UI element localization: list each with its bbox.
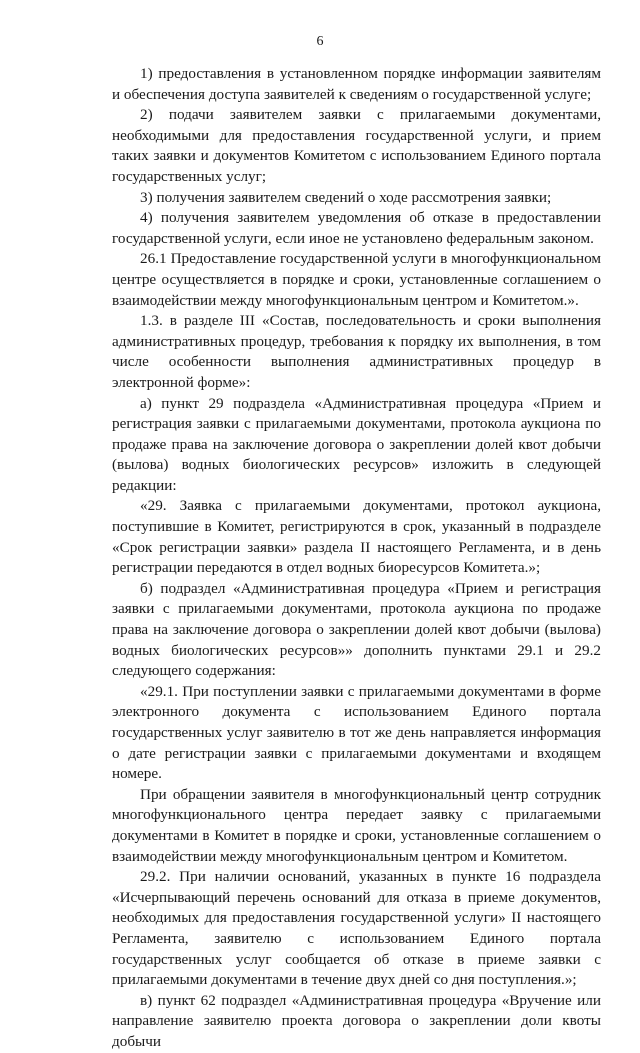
paragraph-item-2: 2) подачи заявителем заявки с прилагаемыми документами, необходимыми для предоставления государственной услуги, и прием таких заявки и документов Комитетом с использованием Единого портала государственных услуг; xyxy=(112,106,601,185)
paragraph-a: а) пункт 29 подраздела «Административная процедура «Прием и регистрация заявки с прилагаемыми документами, протокола аукциона по продаже права на заключение договора о закреплении долей квот добычи (вылова) водных биологических ресурсов» изложить в следующей редакции: xyxy=(112,394,601,494)
page-number: 6 xyxy=(316,34,324,49)
paragraph-item-4: 4) получения заявителем уведомления об отказе в предоставлении государственной услуги, если иное не установлено федеральным законом. xyxy=(112,209,601,247)
paragraph-item-1: 1) предоставления в установленном порядке информации заявителям и обеспечения доступа заявителей к сведениям о государственной услуге; xyxy=(112,65,601,103)
paragraph-29-1: «29.1. При поступлении заявки с прилагаемыми документами в форме электронного документа с использованием Единого портала государственных услуг заявителю в тот же день направляется информация о дате регистрации заявки с прилагаемыми документами и входящем номере. xyxy=(112,682,601,783)
paragraph-mfc: При обращении заявителя в многофункциональный центр сотрудник многофункционального центра передает заявку с прилагаемыми документами в Комитет в порядке и сроки, установленные соглашением о взаимодействии между многофункциональным центром и Комитетом. xyxy=(112,785,601,865)
paragraph-29: «29. Заявка с прилагаемыми документами, протокол аукциона, поступившие в Комитет, регистрируются в срок, указанный в подразделе «Срок регистрации заявки» раздела II настоящего Регламента, и в день регистрации передаются в отдел водных биоресурсов Комитета.»; xyxy=(112,497,601,577)
paragraph-v: в) пункт 62 подраздел «Административная процедура «Вручение или направление заявителю проекта договора о закреплении доли квоты добычи xyxy=(112,991,601,1050)
paragraph-1-3: 1.3. в разделе III «Состав, последовательность и сроки выполнения административных процедур, требования к порядку их выполнения, в том числе особенности выполнения административных процедур в электронной форме»: xyxy=(112,312,601,391)
document-body xyxy=(112,64,601,1053)
paragraph-b: б) подраздел «Административная процедура «Прием и регистрация заявки с прилагаемыми документами, протокола аукциона по продаже права на заключение договора о закреплении долей квот добычи (вылова) водных биологических ресурсов»» дополнить пунктами 29.1 и 29.2 следующего содержания: xyxy=(112,579,601,680)
paragraph-26-1: 26.1 Предоставление государственной услуги в многофункциональном центре осуществляется в порядке и сроки, установленные соглашением о взаимодействии между многофункциональным центром и Комитетом.». xyxy=(112,250,601,309)
paragraph-item-3: 3) получения заявителем сведений о ходе рассмотрения заявки; xyxy=(140,188,552,206)
paragraph-29-2: 29.2. При наличии оснований, указанных в пункте 16 подраздела «Исчерпывающий перечень оснований для отказа в приеме документов, необходимых для предоставления государственной услуги» II настоящего Регламента, заявителю с использованием Единого портала государственных услуг сообщается об отказе в приеме заявки с прилагаемыми документами в течение двух дней со дня поступления.»; xyxy=(112,868,601,989)
